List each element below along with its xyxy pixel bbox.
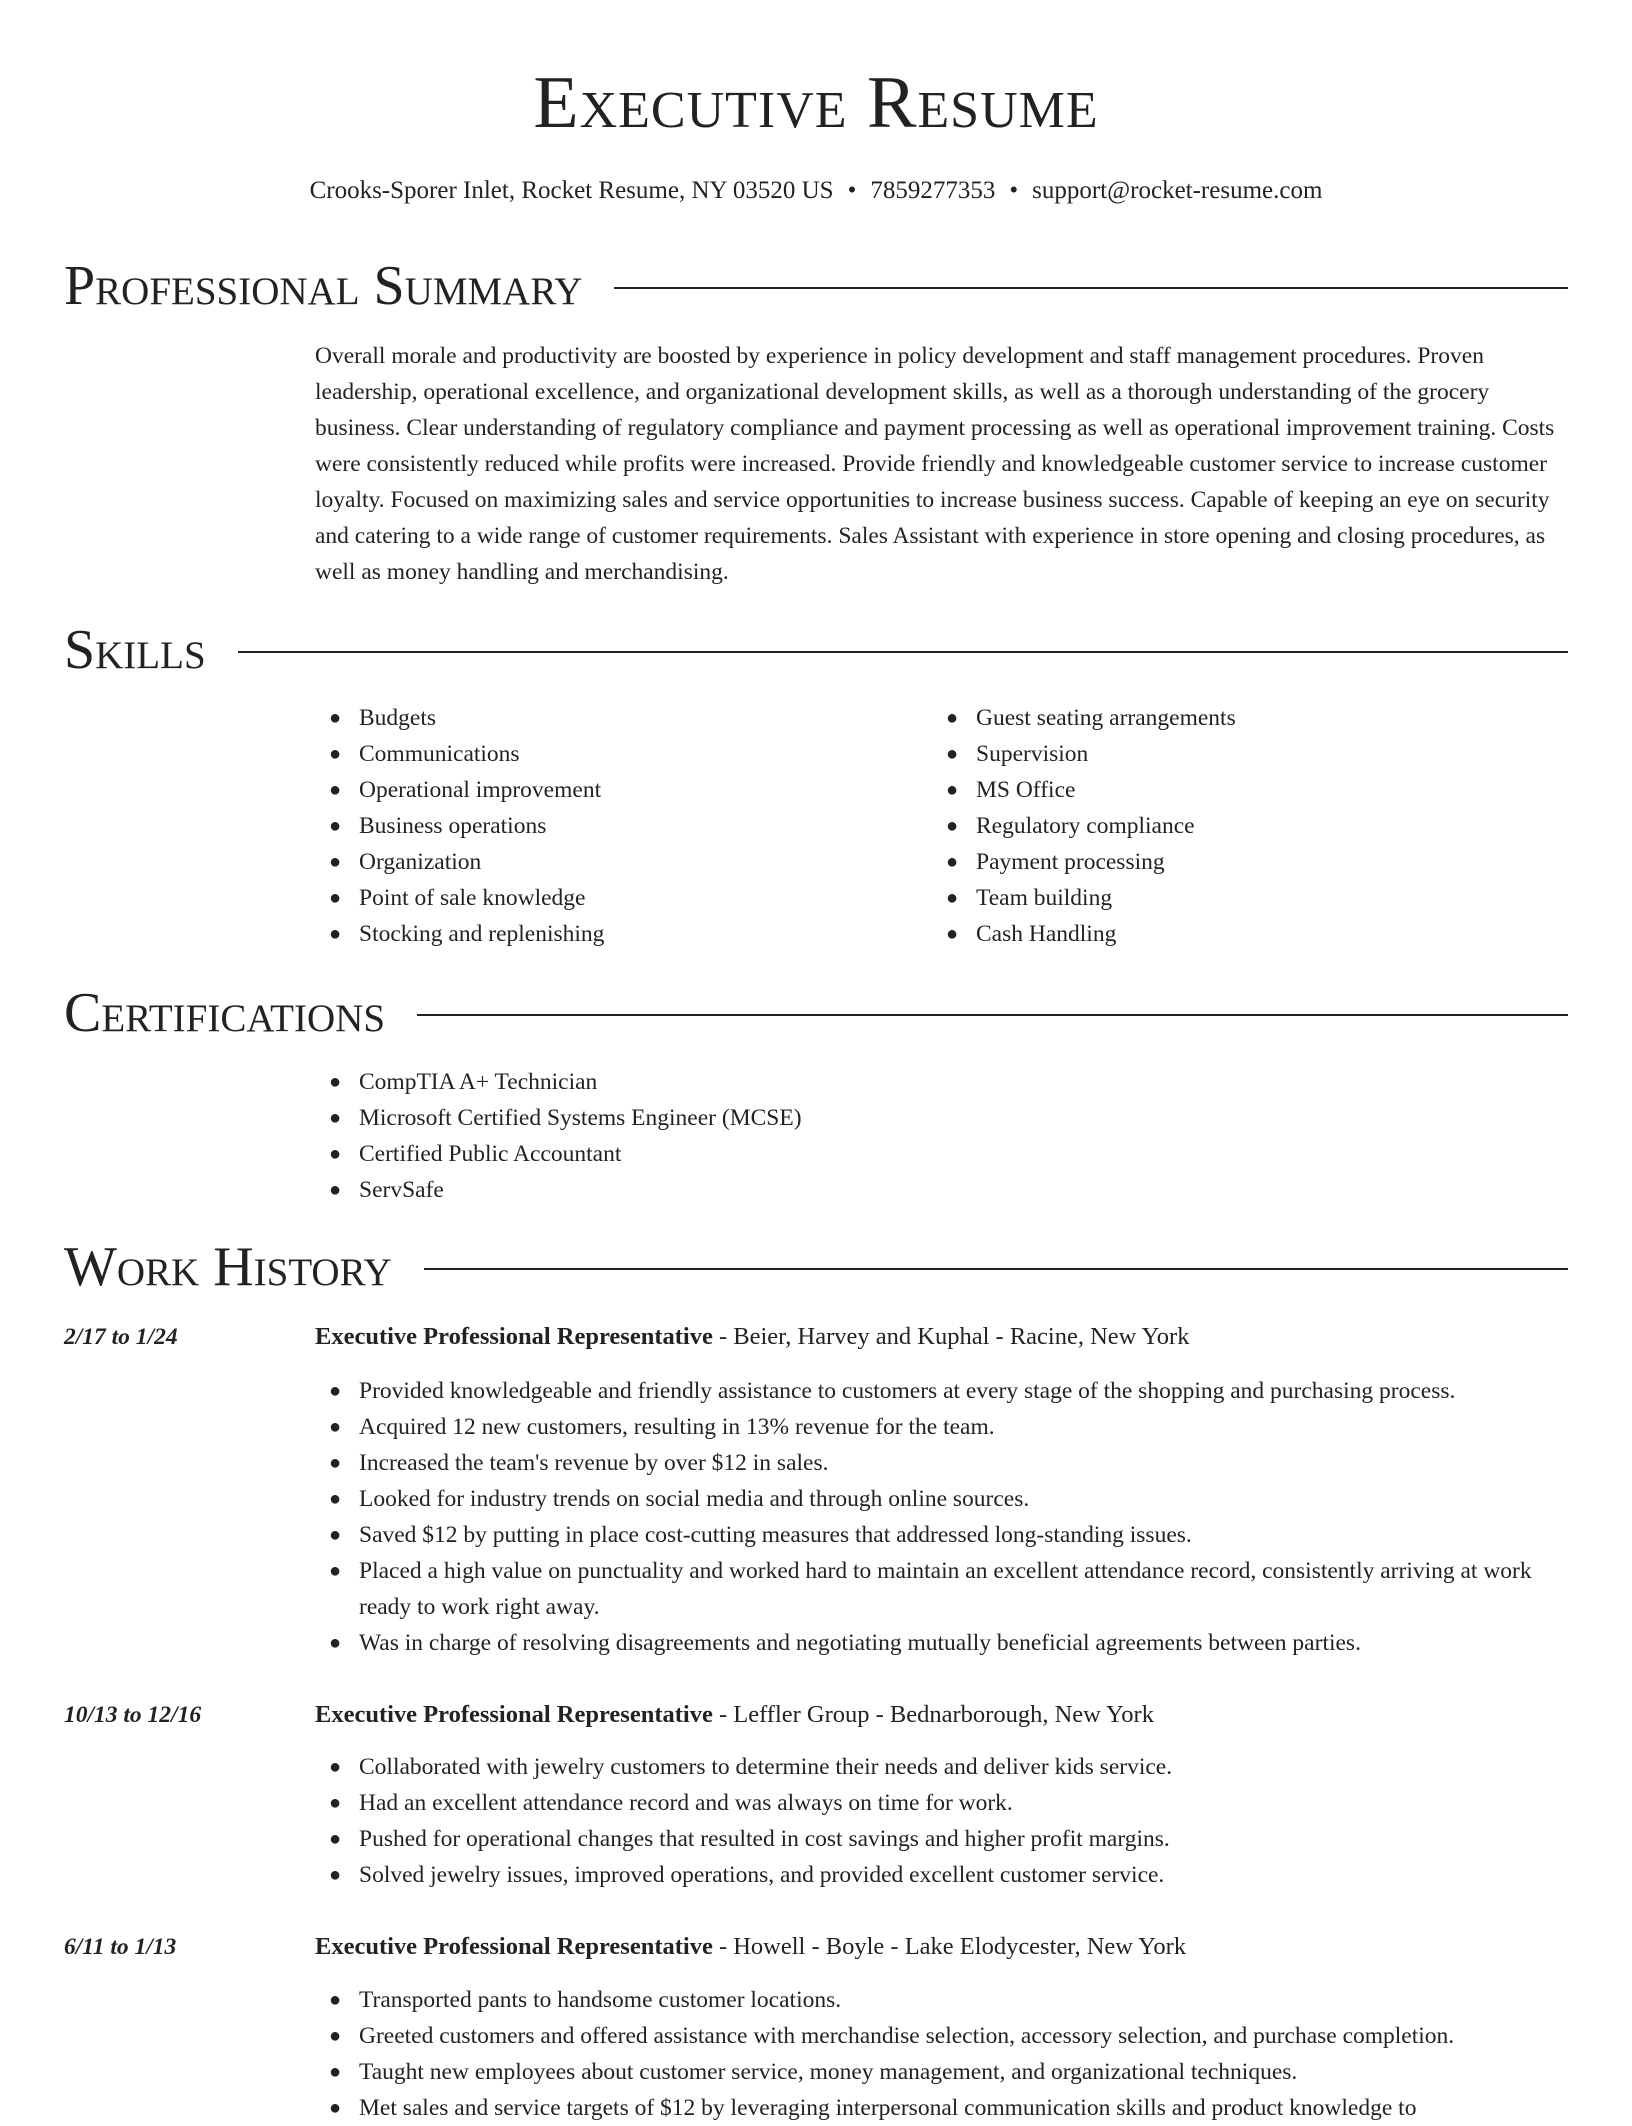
bullet-icon: ● <box>329 1524 342 1546</box>
skills-list-left <box>315 700 604 952</box>
skills-heading-text: Skills <box>64 619 206 681</box>
skill-item: ● Budgets <box>315 700 604 736</box>
resume-title: Executive Resume <box>533 62 1099 144</box>
job-bullet: ● Had an excellent attendance record and was always on time for work. <box>315 1785 1568 1821</box>
bullet-icon: ● <box>329 1488 342 1510</box>
work-history-heading-rule <box>424 1268 1568 1270</box>
job-bullet: ● Taught new employees about customer service, money management, and organizational techniques. <box>315 2054 1568 2090</box>
work-history-heading-text: Work History <box>64 1236 392 1298</box>
bullet-icon: ● <box>946 743 959 765</box>
skill-item: ● Regulatory compliance <box>932 808 1236 844</box>
job-bullet: ● Pushed for operational changes that resulted in cost savings and higher profit margins. <box>315 1821 1568 1857</box>
bullet-icon: ● <box>329 743 342 765</box>
job-bullet: ● Greeted customers and offered assistance with merchandise selection, accessory selection, and purchase completion. <box>315 2018 1568 2054</box>
bullet-icon: ● <box>329 2061 342 2083</box>
bullet-icon: ● <box>329 1143 342 1165</box>
contact-line <box>0 174 1632 208</box>
skill-item: ● Cash Handling <box>932 916 1236 952</box>
job-dates: 6/11 to 1/13 <box>64 1934 177 1960</box>
bullet-icon: ● <box>946 815 959 837</box>
bullet-icon: ● <box>329 1560 342 1582</box>
summary-heading <box>64 254 1568 318</box>
job-header <box>315 1319 1568 1355</box>
job-title: Executive Professional Representative <box>315 1701 713 1728</box>
job-bullet: ● Placed a high value on punctuality and worked hard to maintain an excellent attendance record, consistently arriving at work ready to work right away. <box>315 1553 1568 1625</box>
skill-item: ● Supervision <box>932 736 1236 772</box>
job-bullet: ● Acquired 12 new customers, resulting in 13% revenue for the team. <box>315 1409 1568 1445</box>
bullet-icon: ● <box>946 779 959 801</box>
bullet-icon: ● <box>329 1107 342 1129</box>
bullet-icon: ● <box>329 1632 342 1654</box>
bullet-icon: ● <box>329 1864 342 1886</box>
bullet-icon: ● <box>946 887 959 909</box>
job-bullet: ● Saved $12 by putting in place cost-cutting measures that addressed long-standing issues. <box>315 1517 1568 1553</box>
job-bullets <box>315 1373 1568 1661</box>
bullet-icon: ● <box>329 1792 342 1814</box>
job-bullet: ● Was in charge of resolving disagreements and negotiating mutually beneficial agreements between parties. <box>315 1625 1568 1661</box>
skill-item: ● Organization <box>315 844 604 880</box>
contact-separator: • <box>847 177 857 204</box>
bullet-icon: ● <box>329 815 342 837</box>
job-dates: 2/17 to 1/24 <box>64 1324 178 1350</box>
certifications-heading-rule <box>417 1014 1568 1016</box>
skills-heading <box>64 618 1568 682</box>
job-title: Executive Professional Representative <box>315 1933 713 1960</box>
job-bullet: ● Solved jewelry issues, improved operations, and provided excellent customer service. <box>315 1857 1568 1893</box>
bullet-icon: ● <box>329 887 342 909</box>
skills-list-right <box>932 700 1236 952</box>
job-bullet: ● Looked for industry trends on social media and through online sources. <box>315 1481 1568 1517</box>
contact-phone: 7859277353 <box>870 177 996 204</box>
bullet-icon: ● <box>329 1756 342 1778</box>
skills-heading-rule <box>238 651 1568 653</box>
certifications-heading-text: Certifications <box>64 982 386 1044</box>
bullet-icon: ● <box>329 923 342 945</box>
job-bullet: ● Transported pants to handsome customer locations. <box>315 1982 1568 2018</box>
skill-item: ● Communications <box>315 736 604 772</box>
job-bullet: ● Collaborated with jewelry customers to determine their needs and deliver kids service. <box>315 1749 1568 1785</box>
job-title: Executive Professional Representative <box>315 1323 713 1350</box>
bullet-icon: ● <box>329 851 342 873</box>
certification-item: ● CompTIA A+ Technician <box>315 1064 802 1100</box>
bullet-icon: ● <box>946 851 959 873</box>
bullet-icon: ● <box>329 779 342 801</box>
job-bullets <box>315 1749 1568 1893</box>
bullet-icon: ● <box>329 707 342 729</box>
job-bullet: ● Provided knowledgeable and friendly assistance to customers at every stage of the shopping and purchasing process. <box>315 1373 1568 1409</box>
certifications-heading <box>64 981 1568 1045</box>
job-bullet: ● Increased the team's revenue by over $12 in sales. <box>315 1445 1568 1481</box>
bullet-icon: ● <box>329 1380 342 1402</box>
contact-email: support@rocket-resume.com <box>1032 177 1323 204</box>
bullet-icon: ● <box>329 1452 342 1474</box>
job-bullet: ● Met sales and service targets of $12 by leveraging interpersonal communication skills and product knowledge to <box>315 2090 1568 2126</box>
job-details: - Beier, Harvey and Kuphal - Racine, New York <box>712 1323 1190 1350</box>
job-dates: 10/13 to 12/16 <box>64 1702 202 1728</box>
skill-item: ● MS Office <box>932 772 1236 808</box>
contact-address: Crooks-Sporer Inlet, Rocket Resume, NY 03520 US <box>309 177 834 204</box>
bullet-icon: ● <box>329 1989 342 2011</box>
certification-item: ● ServSafe <box>315 1172 802 1208</box>
bullet-icon: ● <box>946 923 959 945</box>
bullet-icon: ● <box>329 1828 342 1850</box>
bullet-icon: ● <box>329 1179 342 1201</box>
skill-item: ● Stocking and replenishing <box>315 916 604 952</box>
contact-separator: • <box>1009 177 1019 204</box>
summary-text: Overall morale and productivity are boosted by experience in policy development and staff management procedures. Proven leadership, operational excellence, and organizational development skills, as well as a thorough understanding of the grocery business. Clear understanding of regulatory compliance and payment processing as well as operational improvement training. Costs were consistently reduced while profits were increased. Provide friendly and knowledgeable customer service to increase customer loyalty. Focused on maximizing sales and service opportunities to increase business success. Capable of keeping an eye on security and catering to a wide range of customer requirements. Sales Assistant with experience in store opening and closing procedures, as well as money handling and merchandising. <box>315 343 1555 585</box>
certification-item: ● Certified Public Accountant <box>315 1136 802 1172</box>
job-bullets <box>315 1982 1568 2126</box>
bullet-icon: ● <box>329 2097 342 2119</box>
skill-item: ● Business operations <box>315 808 604 844</box>
skill-item: ● Guest seating arrangements <box>932 700 1236 736</box>
bullet-icon: ● <box>329 1071 342 1093</box>
skill-item: ● Team building <box>932 880 1236 916</box>
job-header <box>315 1929 1568 1965</box>
summary-heading-rule <box>614 287 1568 289</box>
skill-item: ● Point of sale knowledge <box>315 880 604 916</box>
skill-item: ● Payment processing <box>932 844 1236 880</box>
bullet-icon: ● <box>329 1416 342 1438</box>
job-details: - Howell - Boyle - Lake Elodycester, New York <box>712 1933 1187 1960</box>
summary-heading-text: Professional Summary <box>64 255 583 317</box>
certification-item: ● Microsoft Certified Systems Engineer (MCSE) <box>315 1100 802 1136</box>
bullet-icon: ● <box>946 707 959 729</box>
certifications-list <box>315 1064 802 1208</box>
work-history-heading <box>64 1235 1568 1299</box>
job-header <box>315 1697 1568 1733</box>
bullet-icon: ● <box>329 2025 342 2047</box>
skill-item: ● Operational improvement <box>315 772 604 808</box>
job-details: - Leffler Group - Bednarborough, New York <box>712 1701 1154 1728</box>
